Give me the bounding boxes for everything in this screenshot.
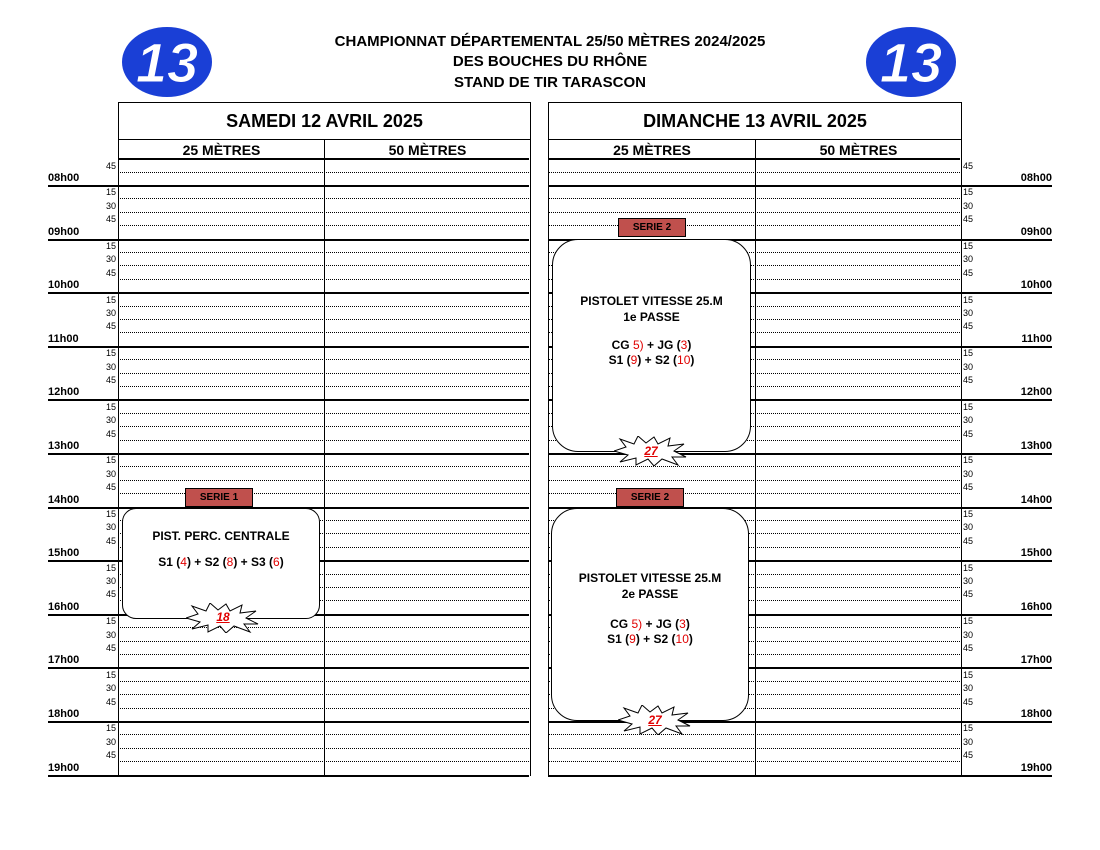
minute-label: 15 xyxy=(105,562,116,573)
quarter-rule xyxy=(118,493,529,494)
minute-label: 30 xyxy=(963,200,974,211)
event-title: PISTOLET VITESSE 25.M xyxy=(580,294,723,308)
title-line-1: CHAMPIONNAT DÉPARTEMENTAL 25/50 MÈTRES 2024/2025 xyxy=(334,33,766,50)
quarter-rule xyxy=(118,440,529,441)
hour-label: 10h00 xyxy=(48,279,80,292)
quarter-rule xyxy=(118,198,529,199)
quarter-rule xyxy=(118,413,529,414)
minute-label: 15 xyxy=(963,616,974,627)
hour-label: 16h00 xyxy=(1020,600,1052,613)
quarter-rule xyxy=(118,480,529,481)
hour-label: 08h00 xyxy=(1020,172,1052,184)
hour-label: 17h00 xyxy=(48,654,80,667)
minute-label: 15 xyxy=(963,723,974,734)
minute-label: 45 xyxy=(105,750,116,761)
hour-label: 11h00 xyxy=(1021,332,1052,345)
minute-label: 30 xyxy=(105,468,116,479)
quarter-rule xyxy=(118,225,529,226)
hour-rule xyxy=(48,453,529,455)
logo-13-right xyxy=(865,26,957,98)
quarter-rule xyxy=(548,734,960,735)
minute-label: 45 xyxy=(105,535,116,546)
minute-label: 30 xyxy=(963,415,974,426)
minute-label: 15 xyxy=(963,455,974,466)
hour-label: 12h00 xyxy=(48,386,80,399)
minute-label: 30 xyxy=(105,683,116,694)
quarter-rule xyxy=(118,359,529,360)
col-25m: 25 MÈTRES xyxy=(613,142,691,158)
quarter-rule xyxy=(118,252,529,253)
hour-label: 13h00 xyxy=(48,440,80,452)
minute-label: 15 xyxy=(105,616,116,627)
minute-label: 30 xyxy=(963,736,974,747)
quarter-rule xyxy=(118,426,529,427)
minute-label: 30 xyxy=(963,468,974,479)
quarter-rule xyxy=(118,279,529,280)
hour-label: 13h00 xyxy=(1020,440,1052,452)
minute-label: 15 xyxy=(963,562,974,573)
minute-label: 45 xyxy=(105,321,116,332)
hour-label: 09h00 xyxy=(1020,225,1052,238)
quarter-rule xyxy=(548,480,960,481)
quarter-rule xyxy=(118,748,529,749)
col-25m: 25 MÈTRES xyxy=(182,142,261,158)
minute-label: 45 xyxy=(963,214,974,225)
hour-rule xyxy=(48,292,529,294)
hour-label: 14h00 xyxy=(48,493,80,506)
hour-label: 19h00 xyxy=(48,761,80,774)
minute-label: 45 xyxy=(963,160,974,171)
quarter-rule xyxy=(118,694,529,695)
count-sun-1: 27 xyxy=(644,444,658,458)
quarter-rule xyxy=(118,265,529,266)
minute-label: 15 xyxy=(105,509,116,519)
minute-label: 30 xyxy=(963,361,974,372)
minute-label: 15 xyxy=(105,187,116,198)
hour-label: 17h00 xyxy=(1020,654,1052,667)
minute-label: 30 xyxy=(963,522,974,533)
event-subtitle: 2e PASSE xyxy=(621,587,679,601)
event-series-line: S1 (4) + S2 (8) + S3 (6) xyxy=(158,555,284,569)
quarter-rule xyxy=(118,373,529,374)
count-sat: 18 xyxy=(216,610,230,624)
hour-label: 10h00 xyxy=(1020,279,1052,292)
minute-label: 45 xyxy=(105,696,116,707)
minute-label: 45 xyxy=(105,589,116,600)
quarter-rule xyxy=(118,681,529,682)
minute-label: 30 xyxy=(105,576,116,586)
minute-label: 30 xyxy=(105,361,116,372)
minute-label: 30 xyxy=(963,683,974,694)
quarter-rule xyxy=(118,172,529,173)
count-sun-2: 27 xyxy=(648,713,662,727)
quarter-rule xyxy=(118,654,529,655)
minute-label: 15 xyxy=(105,669,116,680)
title-line-3: STAND DE TIR TARASCON xyxy=(454,74,646,91)
quarter-rule xyxy=(548,172,960,173)
hour-label: 19h00 xyxy=(1020,761,1052,774)
hour-label: 18h00 xyxy=(48,708,80,720)
quarter-rule xyxy=(118,319,529,320)
minute-label: 15 xyxy=(105,348,116,359)
serie-1-badge: SERIE 1 xyxy=(185,488,253,507)
minute-label: 45 xyxy=(963,750,974,761)
logo-13-left xyxy=(121,26,213,98)
minute-label: 45 xyxy=(105,375,116,385)
minute-label: 15 xyxy=(105,401,116,412)
title-line-2: DES BOUCHES DU RHÔNE xyxy=(452,53,648,70)
minute-label: 15 xyxy=(105,723,116,734)
minute-label: 45 xyxy=(963,482,974,493)
hour-label: 15h00 xyxy=(1020,547,1052,560)
minute-label: 45 xyxy=(963,375,974,385)
minute-label: 30 xyxy=(963,629,974,640)
minute-label: 15 xyxy=(963,241,974,251)
hour-rule xyxy=(48,721,529,723)
event-title: PISTOLET VITESSE 25.M xyxy=(578,571,722,585)
minute-label: 45 xyxy=(105,482,116,493)
minute-label: 45 xyxy=(105,643,116,653)
quarter-rule xyxy=(548,761,960,762)
minute-label: 30 xyxy=(963,254,974,265)
event-subtitle: 1e PASSE xyxy=(623,310,680,324)
minute-label: 45 xyxy=(105,267,116,278)
hour-rule xyxy=(48,399,529,401)
hour-label: 14h00 xyxy=(1020,493,1052,506)
quarter-rule xyxy=(548,493,960,494)
minute-label: 15 xyxy=(105,241,116,251)
minute-label: 45 xyxy=(963,589,974,600)
quarter-rule xyxy=(548,212,960,213)
minute-label: 15 xyxy=(963,401,974,412)
minute-label: 45 xyxy=(963,267,974,278)
minute-label: 30 xyxy=(105,629,116,640)
col-50m: 50 MÈTRES xyxy=(819,142,898,158)
minute-label: 45 xyxy=(105,160,116,171)
event-sun-vitesse-1 xyxy=(552,239,751,452)
hour-label: 15h00 xyxy=(48,547,80,560)
quarter-rule xyxy=(548,198,960,199)
quarter-rule xyxy=(118,734,529,735)
minute-label: 45 xyxy=(963,321,974,332)
logo-text: 13 xyxy=(879,31,943,94)
serie-2-badge-am: SERIE 2 xyxy=(618,218,686,237)
minute-label: 15 xyxy=(963,187,974,198)
hour-rule xyxy=(548,775,1052,777)
event-line-1: CG 5) + JG (3) xyxy=(610,617,690,631)
quarter-rule xyxy=(118,332,529,333)
minute-label: 45 xyxy=(963,696,974,707)
hour-label: 09h00 xyxy=(48,225,80,238)
hour-rule xyxy=(48,185,529,187)
minute-label: 45 xyxy=(963,535,974,546)
minute-label: 30 xyxy=(105,736,116,747)
minute-label: 30 xyxy=(105,415,116,426)
minute-label: 30 xyxy=(963,308,974,318)
quarter-rule xyxy=(118,466,529,467)
minute-label: 30 xyxy=(105,308,116,318)
quarter-rule xyxy=(118,212,529,213)
quarter-rule xyxy=(548,466,960,467)
minute-label: 15 xyxy=(963,669,974,680)
hour-rule xyxy=(48,346,529,348)
quarter-rule xyxy=(548,748,960,749)
event-line-1: CG 5) + JG (3) xyxy=(611,338,692,352)
minute-label: 30 xyxy=(105,200,116,211)
quarter-rule xyxy=(118,386,529,387)
hour-label: 16h00 xyxy=(48,600,80,613)
quarter-rule xyxy=(118,708,529,709)
hour-rule xyxy=(48,239,529,241)
hour-label: 12h00 xyxy=(1020,386,1052,399)
minute-label: 45 xyxy=(963,643,974,653)
quarter-rule xyxy=(548,225,960,226)
event-line-2: S1 (9) + S2 (10) xyxy=(608,353,695,367)
event-sun-vitesse-2 xyxy=(551,508,749,721)
minute-label: 45 xyxy=(105,428,116,439)
minute-label: 15 xyxy=(963,294,974,305)
minute-label: 15 xyxy=(105,294,116,305)
event-line-2: S1 (9) + S2 (10) xyxy=(607,632,693,646)
minute-label: 30 xyxy=(963,576,974,586)
minute-label: 30 xyxy=(105,522,116,533)
hour-rule xyxy=(48,667,529,669)
colhead-rule xyxy=(118,158,529,160)
colhead-rule xyxy=(548,158,960,160)
day-title: DIMANCHE 13 AVRIL 2025 xyxy=(549,103,961,140)
serie-2-badge-pm: SERIE 2 xyxy=(616,488,684,507)
hour-label: 11h00 xyxy=(48,332,79,345)
minute-label: 45 xyxy=(105,214,116,225)
minute-label: 15 xyxy=(963,509,974,519)
minute-label: 45 xyxy=(963,428,974,439)
hour-label: 08h00 xyxy=(48,172,80,184)
quarter-rule xyxy=(118,641,529,642)
hour-label: 18h00 xyxy=(1020,708,1052,720)
col-50m: 50 MÈTRES xyxy=(388,142,467,158)
minute-label: 30 xyxy=(105,254,116,265)
minute-label: 15 xyxy=(105,455,116,466)
hour-rule xyxy=(48,775,529,777)
logo-text: 13 xyxy=(135,31,199,94)
day-title: SAMEDI 12 AVRIL 2025 xyxy=(119,103,530,140)
quarter-rule xyxy=(118,627,529,628)
quarter-rule xyxy=(118,306,529,307)
minute-label: 15 xyxy=(963,348,974,359)
event-title: PIST. PERC. CENTRALE xyxy=(152,529,290,543)
quarter-rule xyxy=(118,761,529,762)
